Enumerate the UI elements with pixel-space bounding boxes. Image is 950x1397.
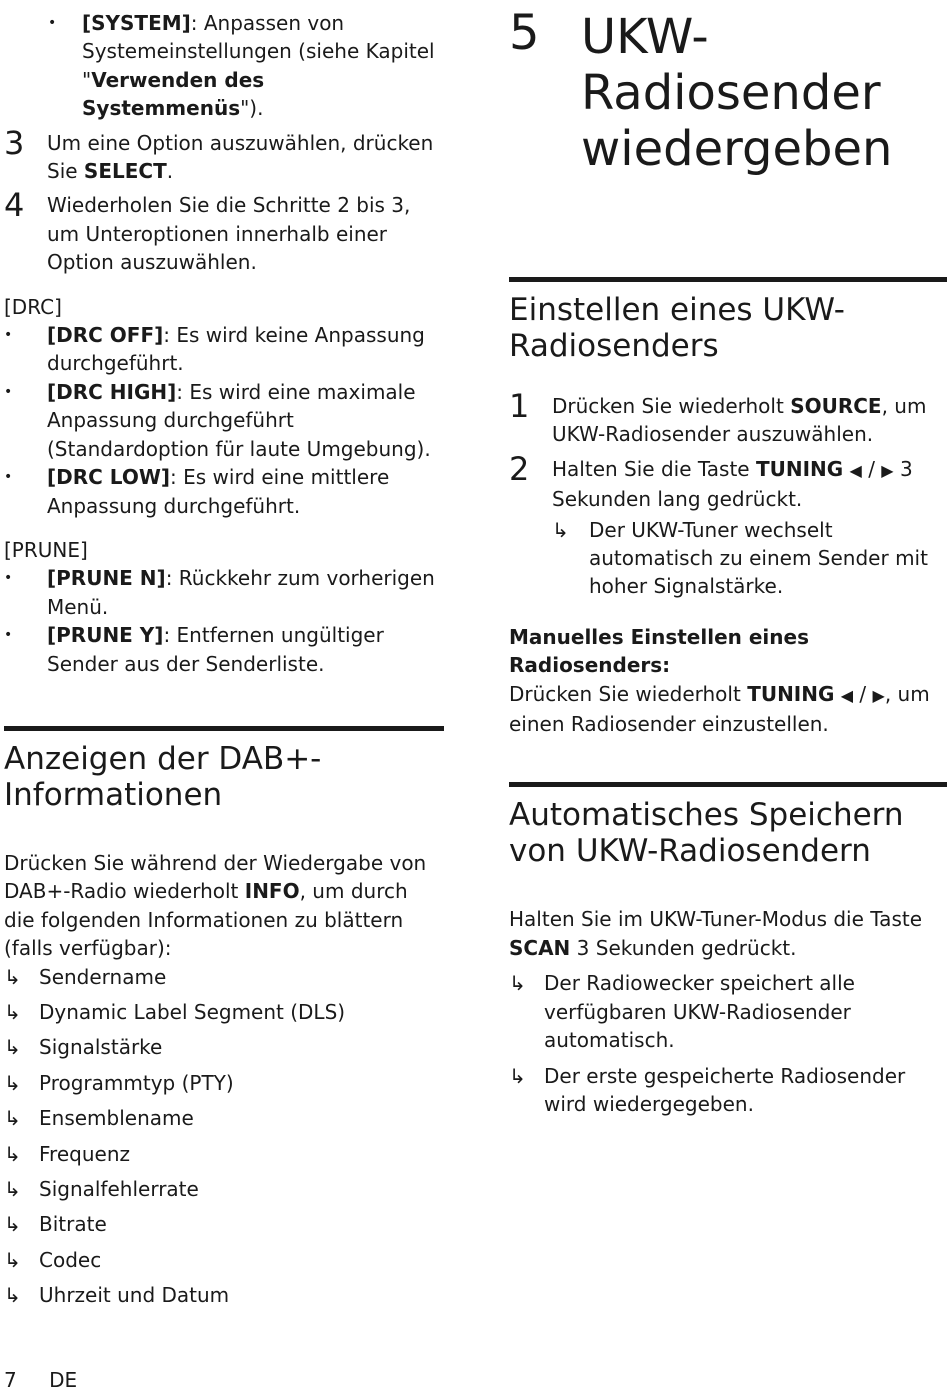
system-option-text: : Anpassen von Systemeinstellungen (siehe Kapitel " — [82, 11, 435, 92]
result-arrow-icon: ↳ — [4, 1247, 21, 1272]
step-number: 2 — [509, 449, 530, 488]
tuning-key: TUNING — [747, 681, 835, 706]
dab-heading: Anzeigen der DAB+-Informationen — [4, 740, 322, 813]
result-arrow-icon: ↳ — [509, 971, 526, 996]
result-arrow-icon: ↳ — [4, 964, 21, 989]
prune-y-item — [4, 621, 444, 678]
list-item-text: Sendername — [39, 964, 167, 989]
result-text: Der UKW-Tuner wechselt automatisch zu einem Sender mit hoher Signalstärke. — [589, 517, 928, 599]
list-item-text: Bitrate — [39, 1212, 107, 1237]
result-arrow-icon: ↳ — [4, 1141, 21, 1166]
step-text: Wiederholen Sie die Schritte 2 bis 3, um Unteroptionen innerhalb einer Option auszuwählen. — [47, 193, 411, 275]
step-3 — [4, 123, 444, 186]
drc-high-label: [DRC HIGH] — [47, 379, 177, 404]
tuning-key: TUNING — [755, 456, 844, 481]
manual-tuning-title — [509, 623, 947, 680]
step-text-end: . — [166, 159, 174, 184]
list-item — [4, 1246, 444, 1274]
dab-para-text-end: , um durch die folgenden Informationen zu blättern (falls verfügbar): — [4, 879, 408, 961]
language-code: DE — [49, 1368, 78, 1392]
step-2-result — [552, 516, 947, 601]
drc-high-text: : Es wird eine maximale Anpassung durchgeführt (Standardoption für laute Umgebung). — [47, 379, 431, 461]
drc-off-text: : Es wird keine Anpassung durchgeführt. — [47, 323, 425, 376]
list-item — [4, 1175, 444, 1203]
drc-low-item — [4, 463, 444, 520]
list-item — [4, 1104, 444, 1132]
drc-low-text: : Es wird eine mittlere Anpassung durchgeführt. — [47, 465, 390, 518]
step-number: 4 — [4, 186, 25, 225]
prune-label: [PRUNE] — [4, 537, 88, 562]
store-heading: Automatisches Speichern von UKW-Radiosendern — [509, 797, 904, 870]
list-item-text: Uhrzeit und Datum — [39, 1283, 230, 1308]
list-item — [4, 1069, 444, 1097]
list-item — [4, 963, 444, 991]
step-text-end: , um UKW-Radiosender auszuwählen. — [552, 394, 927, 447]
manual-title-text: Manuelles Einstellen eines Radiosenders: — [509, 624, 809, 678]
scan-key: SCAN — [509, 935, 571, 960]
drc-off-item — [4, 321, 444, 378]
dab-paragraph — [4, 849, 444, 963]
prune-n-label: [PRUNE N] — [47, 566, 166, 591]
chapter-number: 5 — [509, 5, 540, 61]
list-item-text: Programmtyp (PTY) — [39, 1070, 234, 1095]
result-arrow-icon: ↳ — [552, 517, 569, 542]
step-1 — [509, 387, 947, 449]
step-text-end: 3 Sekunden lang gedrückt. — [552, 456, 913, 512]
result-text: Der Radiowecker speichert alle verfügbaren UKW-Radiosender automatisch. — [544, 971, 855, 1053]
drc-low-label: [DRC LOW] — [47, 465, 171, 490]
list-item-text: Ensemblename — [39, 1106, 194, 1131]
manual-tuning-paragraph — [509, 680, 947, 739]
result-arrow-icon: ↳ — [4, 1106, 21, 1131]
prune-y-label: [PRUNE Y] — [47, 623, 164, 648]
step-text: Halten Sie die Taste — [552, 456, 756, 481]
step-2 — [509, 449, 947, 601]
list-item-text: Signalstärke — [39, 1035, 163, 1060]
list-item — [4, 1210, 444, 1238]
result-arrow-icon: ↳ — [4, 1212, 21, 1237]
store-text: Halten Sie im UKW-Tuner-Modus die Taste — [509, 907, 923, 932]
system-option-label: [SYSTEM] — [82, 11, 191, 35]
source-key: SOURCE — [790, 394, 882, 418]
tune-separator: / — [861, 456, 882, 481]
step-4 — [4, 186, 444, 276]
page-footer — [4, 1366, 77, 1394]
info-key: INFO — [244, 879, 300, 904]
result-arrow-icon: ↳ — [509, 1063, 526, 1088]
tune-right-icon: ▶ — [872, 685, 885, 705]
tune-left-icon: ◀ — [840, 685, 854, 705]
manual-text: Drücken Sie wiederholt — [509, 681, 748, 706]
section-divider — [4, 726, 444, 731]
result-arrow-icon: ↳ — [4, 1035, 21, 1060]
list-item-text: Codec — [39, 1247, 102, 1272]
drc-off-label: [DRC OFF] — [47, 323, 164, 348]
prune-n-item — [4, 564, 444, 621]
list-item — [4, 1033, 444, 1061]
store-text-end: 3 Sekunden gedrückt. — [570, 935, 797, 960]
drc-label: [DRC] — [4, 294, 62, 319]
result-arrow-icon: ↳ — [4, 999, 21, 1024]
left-column — [4, 9, 444, 1310]
step-number: 1 — [509, 387, 530, 425]
store-result — [509, 969, 947, 1054]
dab-info-list — [4, 963, 444, 1310]
tune-left-icon: ◀ — [849, 460, 862, 480]
step-number: 3 — [4, 123, 25, 162]
step-text: Um eine Option auszuwählen, drücken Sie — [47, 130, 434, 184]
drc-high-item — [4, 378, 444, 463]
chapter-title: UKW-Radiosender wiedergeben — [581, 9, 893, 177]
result-arrow-icon: ↳ — [4, 1070, 21, 1095]
prune-n-text: : Rückkehr zum vorherigen Menü. — [47, 566, 435, 619]
list-item-text: Frequenz — [39, 1141, 130, 1166]
section-divider — [509, 277, 947, 282]
manual-text-end: , um einen Radiosender einzustellen. — [509, 681, 930, 737]
right-column — [509, 5, 947, 1118]
tune-separator: / — [853, 681, 873, 706]
system-bullet — [4, 9, 444, 123]
system-option-end: "). — [240, 96, 264, 121]
select-key: SELECT — [83, 159, 167, 184]
result-arrow-icon: ↳ — [4, 1177, 21, 1201]
prune-y-text: : Entfernen ungültiger Sender aus der Senderliste. — [47, 623, 384, 676]
store-result — [509, 1062, 947, 1119]
list-item-text: Dynamic Label Segment (DLS) — [39, 999, 346, 1024]
list-item — [4, 998, 444, 1026]
tune-heading: Einstellen eines UKW-Radiosenders — [509, 292, 845, 364]
tune-right-icon: ▶ — [881, 460, 894, 480]
list-item — [4, 1140, 444, 1168]
result-arrow-icon: ↳ — [4, 1283, 21, 1308]
page-number: 7 — [4, 1368, 17, 1392]
list-item — [4, 1281, 444, 1309]
section-divider — [509, 782, 947, 787]
list-item-text: Signalfehlerrate — [39, 1177, 199, 1201]
store-paragraph — [509, 905, 947, 962]
step-text: Drücken Sie wiederholt — [552, 394, 791, 418]
result-text: Der erste gespeicherte Radiosender wird wiedergegeben. — [544, 1063, 906, 1116]
system-chapter-ref: Verwenden des Systemmenüs — [82, 67, 265, 121]
dab-para-text: Drücken Sie während der Wiedergabe von DAB+-Radio wiederholt — [4, 850, 427, 904]
chapter-header — [509, 5, 947, 229]
